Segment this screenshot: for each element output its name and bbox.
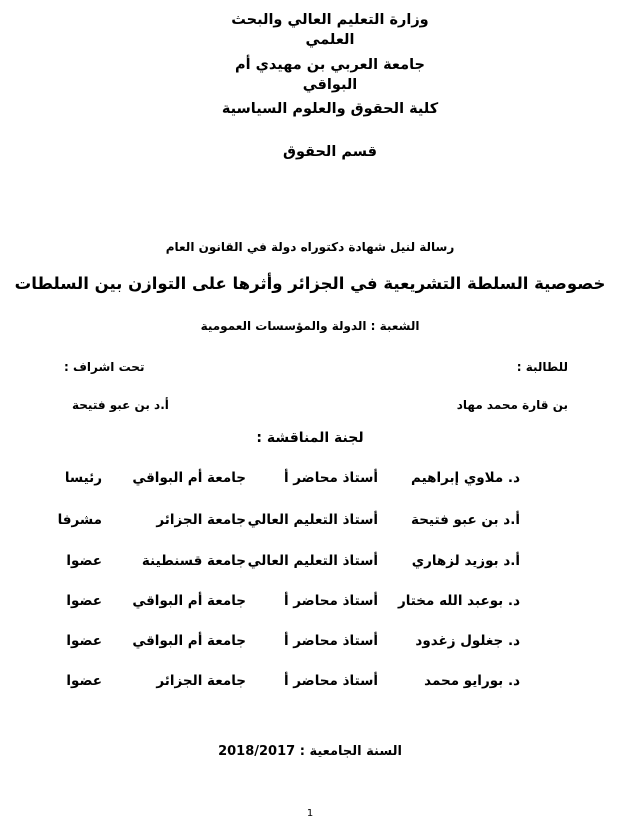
member-name: أ.د بن عبو فتيحة — [411, 512, 520, 528]
thesis-purpose: رسالة لنيل شهادة دكتوراه دولة في القانون العام — [165, 240, 455, 254]
member-rank: أستاذ محاضر أ — [283, 593, 378, 609]
member-rank: أستاذ التعليم العالي — [247, 512, 378, 528]
member-name: أ.د بوزيد لزهاري — [411, 553, 520, 569]
member-rank: أستاذ محاضر أ — [283, 673, 378, 689]
member-name: د. جغلول زغدود — [415, 633, 520, 649]
member-university: جامعة أم البواقي — [132, 470, 246, 486]
member-rank: أستاذ محاضر أ — [283, 633, 378, 649]
member-role: عضوا — [66, 593, 102, 609]
page-number: 1 — [306, 808, 314, 819]
thesis-branch: الشعبة : الدولة والمؤسسات العمومية — [200, 319, 420, 333]
faculty-name: كلية الحقوق والعلوم السياسية — [221, 101, 439, 117]
academic-year: السنة الجامعية : 2018/2017 — [218, 744, 402, 759]
member-role: عضوا — [66, 633, 102, 649]
committee-row — [0, 470, 620, 494]
member-rank: أستاذ التعليم العالي — [247, 553, 378, 569]
committee-row — [0, 673, 620, 697]
member-role: عضوا — [66, 553, 102, 569]
member-university: جامعة قسنطينة — [141, 553, 246, 569]
supervisor-label: تحت اشراف : — [64, 360, 145, 374]
member-name: د. ملاوي إبراهيم — [410, 470, 520, 486]
member-role: عضوا — [66, 673, 102, 689]
member-name: د. بوعبد الله مختار — [397, 593, 520, 609]
committee-row — [0, 593, 620, 617]
member-university: جامعة الجزائر — [156, 673, 246, 689]
committee-row — [0, 633, 620, 657]
department-name: قسم الحقوق — [282, 144, 378, 160]
member-university: جامعة الجزائر — [156, 512, 246, 528]
member-name: د. بورايو محمد — [424, 673, 520, 689]
member-university: جامعة أم البواقي — [132, 633, 246, 649]
student-name: بن قارة محمد مهاد — [456, 398, 568, 412]
committee-row — [0, 553, 620, 577]
committee-row — [0, 512, 620, 536]
thesis-title: خصوصية السلطة التشريعية في الجزائر وأثرها على التوازن بين السلطات — [14, 274, 606, 293]
supervisor-name: أ.د بن عبو فتيحة — [72, 398, 169, 412]
member-rank: أستاذ محاضر أ — [283, 470, 378, 486]
student-label: للطالبة : — [516, 360, 568, 374]
ministry-name: وزارة التعليم العالي والبحث العلمي — [231, 12, 429, 48]
member-university: جامعة أم البواقي — [132, 593, 246, 609]
member-role: رئيسا — [64, 470, 102, 486]
university-name: جامعة العربي بن مهيدي أم البواقي — [234, 57, 425, 93]
committee-title: لجنة المناقشة : — [256, 430, 364, 446]
member-role: مشرفا — [57, 512, 102, 528]
